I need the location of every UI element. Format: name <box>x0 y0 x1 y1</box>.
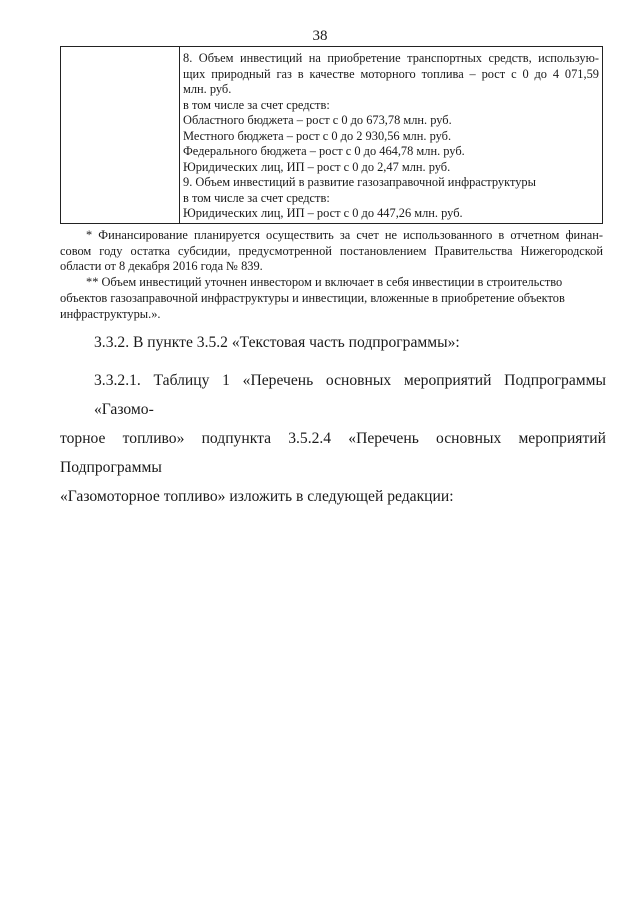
table-cell-line: Юридических лиц, ИП – рост с 0 до 447,26 млн. руб. <box>183 206 463 220</box>
table-cell-line: Юридических лиц, ИП – рост с 0 до 2,47 млн. руб. <box>183 159 451 174</box>
footnote-line: ** Объем инвестиций уточнен инвестором и включает в себя инвестиции в строительство <box>86 275 563 290</box>
footnote-line: инфраструктуры.». <box>60 306 161 321</box>
table-cell-line: Местного бюджета – рост с 0 до 2 930,56 млн. руб. <box>183 128 452 143</box>
body-paragraph-line: «Газомоторное топливо» изложить в следующей редакции: <box>60 488 454 505</box>
footnotes <box>60 228 603 322</box>
table-cell-line: Областного бюджета – рост с 0 до 673,78 млн. руб. <box>183 113 452 127</box>
footnote-line: совом году остатка субсидии, предусмотренной постановлением Правительства Нижегородской <box>60 243 603 258</box>
page-number: 38 <box>312 28 328 44</box>
table-cell-line: щих природный газ в качестве моторного топлива – рост с 0 до 4 071,59 <box>183 66 599 81</box>
footnote-line: * Финансирование планируется осуществить за счет не использованного в отчетном финан- <box>86 228 603 242</box>
table-cell-line: в том числе за счет средств: <box>183 97 330 112</box>
table-cell-line: в том числе за счет средств: <box>183 190 330 205</box>
table-cell-line: млн. руб. <box>183 82 232 96</box>
table-row <box>61 47 603 224</box>
table-cell-line: Федерального бюджета – рост с 0 до 464,78 млн. руб. <box>183 144 465 158</box>
table-cell-line: 9. Объем инвестиций в развитие газозаправочной инфраструктуры <box>183 175 536 189</box>
indicators-table <box>60 46 603 224</box>
table-cell-empty <box>61 47 180 224</box>
footnote-line: объектов газозаправочной инфраструктуры и инвестиции, вложенные в приобретение объектов <box>60 290 565 305</box>
body-paragraph-line: торное топливо» подпункта 3.5.2.4 «Перечень основных мероприятий Подпрограммы <box>60 430 606 476</box>
table-cell-line: 8. Объем инвестиций на приобретение транспортных средств, использую- <box>183 51 599 65</box>
body-text <box>60 328 606 511</box>
footnote-line: области от 8 декабря 2016 года № 839. <box>60 259 263 274</box>
body-paragraph-line: 3.3.2. В пункте 3.5.2 «Текстовая часть подпрограммы»: <box>94 334 460 351</box>
body-paragraph-line: 3.3.2.1. Таблицу 1 «Перечень основных мероприятий Подпрограммы «Газомо- <box>94 372 606 418</box>
table-cell-indicators <box>180 47 603 224</box>
